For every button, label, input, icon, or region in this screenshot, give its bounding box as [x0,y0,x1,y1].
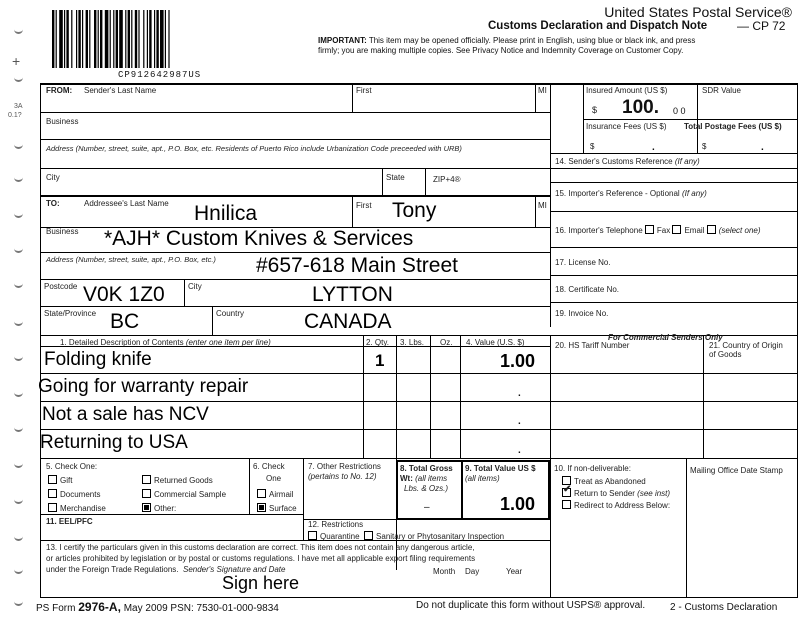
surface-checkbox[interactable] [257,503,266,512]
insurance-fees-dollar: $ [590,142,595,151]
total-gross-value[interactable]: – [424,502,430,513]
important-notice: IMPORTANT: This item may be opened officially. Please print in English, using blue or black ink, and press [318,36,696,45]
barcode-bar [89,10,90,68]
documents-option[interactable]: Documents [48,489,100,499]
return-sender-checkbox[interactable] [562,484,572,497]
treat-abandoned-option[interactable]: Treat as Abandoned [562,476,646,486]
barcode-bar [52,10,54,68]
plus-mark-icon: + [12,53,21,69]
margin-mark: 3A [14,103,23,110]
mail-class-label: 6. Check [253,462,285,471]
copy-designation: 2 - Customs Declaration [670,602,778,613]
barcode-bar [116,10,118,68]
agency-name: United States Postal Service® [604,4,792,20]
eel-pfc-label: 11. EEL/PFC [46,517,93,526]
barcode-bar [128,10,130,68]
redirect-checkbox[interactable] [562,500,571,509]
barcode-bar [94,10,96,68]
field-14-label: 14. Sender's Customs Reference (If any) [555,157,700,166]
oz-label: Oz. [440,338,453,347]
state-province-label: State/Province [44,309,97,318]
field-18-label: 18. Certificate No. [555,285,620,294]
return-sender-option[interactable]: ✔ Return to Sender (see inst) [563,484,671,498]
form-code: — CP 72 [737,19,786,33]
sender-business-label: Business [46,117,79,126]
commercial-sample-checkbox[interactable] [142,489,151,498]
returned-goods-checkbox[interactable] [142,475,151,484]
dot-mark: . [518,445,521,456]
month-label: Month [433,567,456,576]
barcode-bar [66,10,68,68]
returned-goods-option[interactable]: Returned Goods [142,475,213,485]
barcode-bar [82,10,83,68]
barcode-bar [110,10,111,68]
certify-line-3: under the Foreign Trade Regulations. Sender's Signature and Date [46,565,286,574]
gift-checkbox[interactable] [48,475,57,484]
barcode-bar [156,10,158,68]
barcode-bar [59,10,63,68]
margin-mark-2: 0.1? [8,112,22,119]
quarantine-checkbox[interactable] [308,531,317,540]
item-description[interactable]: Going for warranty repair [38,376,249,397]
country-origin-label: 21. Country of Origin of Goods [709,341,783,359]
addressee-business-label: Business [46,227,79,236]
non-deliverable-label: 10. If non-deliverable: [554,464,631,473]
other-checkbox[interactable] [142,503,151,512]
barcode-bar [168,10,169,68]
barcode-bar [143,10,144,68]
addressee-city[interactable]: LYTTON [312,283,393,306]
sender-state-label: State [386,173,405,182]
dot-mark: . [518,416,521,427]
barcode-bar [154,10,155,68]
other-option[interactable]: Other: [142,503,176,513]
sender-last-name-field[interactable] [46,94,346,111]
total-gross-note-2: Lbs. & Ozs.) [404,484,449,493]
certify-line-1: 13. I certify the particulars given in this customs declaration are correct. This item does not contain any dangerous article, [46,543,475,552]
total-postage-label: Total Postage Fees (US $) [684,122,782,131]
total-gross-label: 8. Total Gross [400,464,453,473]
barcode-bar [98,10,99,68]
sender-last-name-label: Sender's Last Name [84,86,157,95]
sender-first-label: First [356,86,372,95]
certify-line-2: or articles prohibited by legislation or by postal or customs regulations. I have met all applicable export filing requirements [46,554,476,563]
lbs-label: 3. Lbs. [400,338,425,347]
day-label: Day [465,567,480,576]
hs-tariff-label: 20. HS Tariff Number [555,341,630,350]
tracking-number: CP912642987US [118,70,202,80]
barcode-bar [135,10,137,68]
insured-amount-value[interactable]: 100. [622,97,659,118]
barcode-bar [105,10,109,68]
item-description[interactable]: Folding knife [44,349,152,370]
addressee-address-label: Address (Number, street, suite, apt., P.O. Box, etc.) [46,255,216,264]
form-number: PS Form 2976-A, May 2009 PSN: 7530-01-000-9834 [36,600,279,614]
country-value[interactable]: CANADA [304,310,392,333]
total-value-note: (all items) [465,474,500,483]
addressee-first-label: First [356,201,372,210]
barcode-bar [147,10,148,68]
barcode-bar [64,10,65,68]
barcode-bar [113,10,114,68]
mail-class-label-2: One [266,474,282,483]
checkmark-icon: ✔ [563,484,572,495]
field-17-label: 17. License No. [555,258,611,267]
barcode-bar [71,10,72,68]
barcode-bar [76,10,77,68]
barcode-bar [149,10,151,68]
restrictions-options: Quarantine Sanitary or Phytosanitary Inspection [308,531,504,541]
field-19-label: 19. Invoice No. [555,309,609,318]
sender-zip-label: ZIP+4® [433,175,461,184]
other-restrictions-label: 7. Other Restrictions [308,462,381,471]
to-label: TO: [46,199,60,208]
barcode-bar [119,10,123,68]
value-label: 4. Value (U.S. $) [466,338,525,347]
gift-option[interactable]: Gift [48,475,72,485]
airmail-option[interactable]: Airmail [257,489,293,499]
addressee-last-name[interactable]: Hnilica [194,202,258,225]
telephone-checkbox[interactable] [645,225,654,234]
commercial-sample-option[interactable]: Commercial Sample [142,489,226,499]
addressee-first-name[interactable]: Tony [392,199,437,222]
contents-description-label: 1. Detailed Description of Contents (enter one item per line) [60,338,271,347]
qty-label: 2. Qty. [366,338,389,347]
dot-mark: . [761,142,764,153]
barcode-bar [86,10,88,68]
from-label: FROM: [46,86,73,95]
barcode-bar [160,10,164,68]
barcode [52,10,218,68]
sender-mi-label: MI [538,86,547,95]
postcode-value[interactable]: V0K 1Z0 [83,283,165,306]
postage-dollar: $ [702,142,707,151]
form-title: Customs Declaration and Dispatch Note [488,20,708,32]
year-label: Year [506,567,523,576]
item-description[interactable]: Returning to USA [40,432,188,453]
country-label: Country [216,309,245,318]
sdr-value-label: SDR Value [702,86,741,95]
other-restrictions-note: (pertains to No. 12) [308,472,377,481]
addressee-last-name-label: Addressee's Last Name [84,199,169,208]
barcode-bar [100,10,102,68]
merchandise-option[interactable]: Merchandise [48,503,106,513]
check-one-label: 5. Check One: [46,462,98,471]
merchandise-checkbox[interactable] [48,503,57,512]
addressee-city-label: City [188,282,202,291]
total-value-amount[interactable]: 1.00 [500,494,536,514]
field-16-label: 16. Importer's Telephone Fax Email (select one) [555,226,761,235]
sender-city-label: City [46,173,60,182]
duplication-notice: Do not duplicate this form without USPS® approval. [416,600,646,611]
postcode-label: Postcode [44,282,78,291]
sender-address-label: Address (Number, street, suite, apt., P.O. Box, etc. Residents of Puerto Rico include Urbanization Code preceeded with URB) [46,144,462,153]
addressee-address[interactable]: #657-618 Main Street [256,254,458,277]
item-qty[interactable]: 1 [375,351,385,370]
barcode-bar [131,10,132,68]
barcode-bar [56,10,57,68]
dot-mark: . [652,142,655,153]
item-value[interactable]: 1.00 [500,351,536,371]
commercial-senders-header: For Commercial Senders Only [608,333,723,342]
barcode-bar [138,10,139,68]
barcode-image [52,10,218,68]
sanitary-checkbox[interactable] [364,531,373,540]
signature-field[interactable]: Sign here [222,573,300,593]
item-description[interactable]: Not a sale has NCV [42,404,209,425]
mailing-office-label: Mailing Office Date Stamp [690,466,783,475]
addressee-business[interactable]: *AJH* Custom Knives & Services [104,227,414,250]
airmail-checkbox[interactable] [257,489,266,498]
barcode-bar [125,10,126,68]
restrictions-label: 12. Restrictions [308,520,364,529]
email-checkbox[interactable] [707,225,716,234]
surface-option[interactable]: Surface [257,503,297,513]
state-province-value[interactable]: BC [110,310,140,333]
insurance-fees-label: Insurance Fees (US $) [586,122,667,131]
dot-mark: . [518,388,521,399]
insured-amount-label: Insured Amount (US $) [586,86,668,95]
redirect-option[interactable]: Redirect to Address Below: [562,500,670,510]
insured-cents-value: 0 0 [673,106,686,116]
documents-checkbox[interactable] [48,489,57,498]
addressee-mi-label: MI [538,201,547,210]
barcode-bar [78,10,80,68]
total-gross-note: Wt: (all items [400,474,448,483]
barcode-bar [165,10,166,68]
important-notice-line2: firmly; you are making multiple copies. See Privacy Notice and Indemnity Coverage on Customer Copy. [318,46,684,55]
insured-dollar-sign: $ [592,105,598,115]
fax-checkbox[interactable] [672,225,681,234]
field-15-label: 15. Importer's Reference - Optional (If any) [555,189,707,198]
total-value-label: 9. Total Value US $ [465,464,536,473]
